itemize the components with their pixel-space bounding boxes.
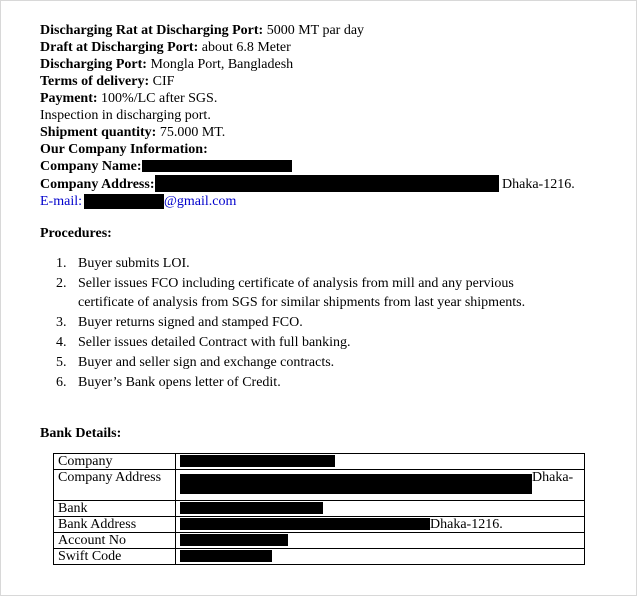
redacted-value (180, 455, 335, 467)
procedure-number: 5. (56, 355, 67, 370)
port-value: Mongla Port, Bangladesh (146, 57, 294, 72)
bank-row-label: Swift Code (54, 549, 176, 565)
redacted-value (180, 518, 430, 530)
procedure-number: 3. (56, 315, 67, 330)
procedure-text: Buyer and seller sign and exchange contracts. (78, 355, 335, 370)
company-address-suffix: Dhaka-1216. (498, 177, 575, 192)
procedure-number: 2. (56, 276, 67, 291)
draft-line (40, 39, 291, 56)
procedure-text: Buyer returns signed and stamped FCO. (78, 315, 303, 330)
bank-row-value (176, 454, 585, 470)
payment-value: 100%/LC after SGS. (97, 91, 218, 106)
bank-heading (40, 425, 121, 442)
table-row (54, 501, 585, 517)
bank-heading-text: Bank Details: (40, 426, 122, 441)
redacted-value (180, 550, 272, 562)
inspection-line: Inspection in discharging port. (40, 108, 211, 123)
table-row (54, 517, 585, 533)
quantity-label: Shipment quantity: (40, 125, 157, 140)
email-domain: @gmail.com (164, 194, 237, 209)
procedure-text: Seller issues detailed Contract with full banking. (78, 335, 351, 350)
discharge-rate-label: Discharging Rat at Discharging Port: (40, 23, 264, 38)
procedure-item (56, 334, 351, 351)
procedure-item (56, 275, 514, 292)
discharge-rate-value: 5000 MT par day (263, 23, 365, 38)
bank-details-table (53, 453, 585, 565)
delivery-line (40, 73, 174, 90)
table-row (54, 549, 585, 565)
payment-line (40, 90, 217, 107)
quantity-value: 75.000 MT. (156, 125, 226, 140)
company-heading (40, 141, 208, 158)
bank-row-label: Company Address (54, 470, 176, 501)
quantity-line (40, 124, 225, 141)
procedures-heading-text: Procedures: (40, 226, 112, 241)
discharge-rate-line (40, 22, 364, 39)
table-row (54, 470, 585, 501)
bank-row-value (176, 470, 585, 501)
bank-row-label: Account No (54, 533, 176, 549)
procedure-item (56, 354, 334, 371)
payment-label: Payment: (40, 91, 98, 106)
table-row (54, 454, 585, 470)
bank-row-value-text: Dhaka- (532, 470, 574, 485)
bank-row-label: Company (54, 454, 176, 470)
company-address-label: Company Address: (40, 177, 155, 192)
bank-row-value (176, 549, 585, 565)
redacted-value (180, 474, 532, 494)
table-row (54, 533, 585, 549)
procedure-text: Seller issues FCO including certificate of analysis from mill and any pervious (78, 276, 514, 291)
procedure-item (56, 255, 190, 272)
port-line (40, 56, 293, 73)
bank-row-value-text: Dhaka-1216. (430, 517, 503, 532)
procedure-text: Buyer submits LOI. (78, 256, 190, 271)
company-name-label: Company Name: (40, 159, 142, 174)
company-name-line (40, 158, 292, 175)
bank-row-value (176, 501, 585, 517)
delivery-value: CIF (149, 74, 175, 89)
redacted-email-user (84, 194, 164, 209)
redacted-value (180, 502, 323, 514)
delivery-label: Terms of delivery: (40, 74, 150, 89)
bank-row-value (176, 517, 585, 533)
procedure-item (56, 374, 281, 391)
procedure-item (56, 314, 303, 331)
draft-value: about 6.8 Meter (198, 40, 291, 55)
bank-row-label: Bank (54, 501, 176, 517)
procedure-text: Buyer’s Bank opens letter of Credit. (78, 375, 281, 390)
company-address-line (40, 175, 575, 193)
draft-label: Draft at Discharging Port: (40, 40, 199, 55)
bank-row-value (176, 533, 585, 549)
email-line (40, 193, 236, 210)
redacted-company-name (142, 160, 292, 172)
procedure-number: 6. (56, 375, 67, 390)
email-label: E-mail: (40, 194, 82, 209)
redacted-value (180, 534, 288, 546)
procedure-item-continued: certificate of analysis from SGS for similar shipments from last year shipments. (78, 295, 526, 310)
bank-row-label: Bank Address (54, 517, 176, 533)
redacted-company-address (155, 175, 499, 192)
procedures-heading (40, 225, 112, 242)
procedure-number: 4. (56, 335, 67, 350)
company-heading-text: Our Company Information: (40, 142, 208, 157)
procedure-number: 1. (56, 256, 67, 271)
port-label: Discharging Port: (40, 57, 147, 72)
